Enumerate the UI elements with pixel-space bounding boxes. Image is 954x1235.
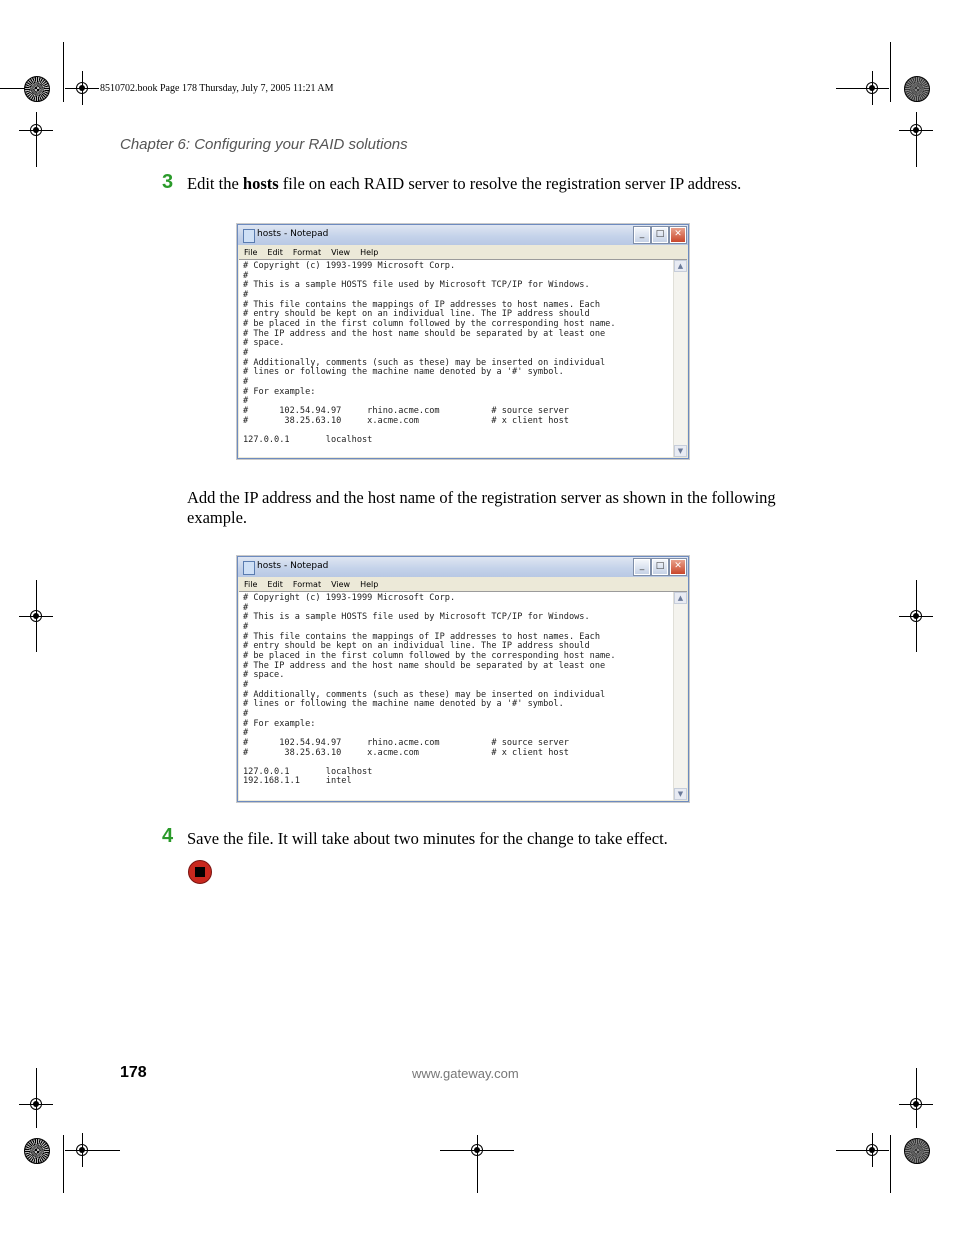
close-button[interactable]: ✕	[670, 559, 686, 575]
registration-starburst-icon	[904, 1138, 930, 1164]
menu-edit[interactable]: Edit	[267, 247, 283, 257]
registration-crosshair-icon	[27, 607, 45, 625]
minimize-button[interactable]: _	[634, 559, 650, 575]
chapter-title: Chapter 6: Configuring your RAID solutions	[120, 136, 408, 153]
text-area[interactable]	[239, 591, 687, 800]
step-number-4	[162, 825, 173, 848]
footer-url: www.gateway.com	[412, 1066, 519, 1081]
registration-crosshair-icon	[907, 1095, 925, 1113]
minimize-button[interactable]: _	[634, 227, 650, 243]
menu-view[interactable]: View	[331, 579, 351, 589]
menu-file[interactable]: File	[244, 579, 258, 589]
hosts-filename: hosts	[242, 174, 279, 193]
text-area[interactable]	[239, 259, 687, 457]
step-number: 3	[162, 171, 174, 193]
menu-edit[interactable]: Edit	[267, 579, 283, 589]
menu-help[interactable]: Help	[360, 247, 379, 257]
notepad-titlebar	[238, 225, 688, 245]
book-info: 8510702.book Page 178 Thursday, July 7, 2005 11:21 AM	[100, 83, 334, 94]
window-title: hosts - Notepad	[257, 229, 329, 239]
step-3-text: Edit the hosts file on each RAID server to resolve the registration server IP address.	[187, 174, 742, 193]
step-number: 4	[162, 825, 174, 847]
notepad-icon	[243, 229, 255, 243]
registration-crosshair-icon	[907, 607, 925, 625]
menu-format[interactable]: Format	[292, 247, 322, 257]
notepad-icon	[243, 561, 255, 575]
menu-file[interactable]: File	[244, 247, 258, 257]
maximize-button[interactable]: □	[652, 227, 668, 243]
stop-icon	[188, 860, 212, 884]
scroll-down-icon[interactable]: ▼	[674, 788, 687, 800]
page-number: 178	[120, 1064, 147, 1081]
menu-view[interactable]: View	[331, 247, 351, 257]
vertical-scrollbar[interactable]	[673, 260, 687, 457]
menu-help[interactable]: Help	[360, 579, 379, 589]
step-number-3	[162, 171, 173, 194]
hosts-file-content[interactable]: # Copyright (c) 1993-1999 Microsoft Corp. # # This is a sample HOSTS file used by Microsoft TCP/IP for Windows. # # This file contains the mappings of IP addresses to host names. Each # entry should be kept on an individual line. The IP address should # be placed in the first column followed by the corresponding host name. # The IP address and the host name should be separated by at least one # space. # # Additionally, comments (such as these) may be inserted on individual # lines or following the machine name denoted by a '#' symbol. # # For example: # # 102.54.94.97 rhino.acme.com # source server # 38.25.63.10 x.acme.com # x client host 127.0.0.1 localhost 192.168.1.1 intel	[243, 593, 616, 787]
scroll-down-icon[interactable]: ▼	[674, 445, 687, 457]
registration-crosshair-icon	[73, 79, 91, 97]
step-4-text: Save the file. It will take about two minutes for the change to take effect.	[187, 829, 668, 848]
registration-crosshair-icon	[468, 1141, 486, 1159]
instruction-paragraph: Add the IP address and the host name of the registration server as shown in the following example.	[187, 488, 776, 527]
vertical-scrollbar[interactable]	[673, 592, 687, 800]
maximize-button[interactable]: □	[652, 559, 668, 575]
hosts-file-content[interactable]: # Copyright (c) 1993-1999 Microsoft Corp. # # This is a sample HOSTS file used by Microsoft TCP/IP for Windows. # # This file contains the mappings of IP addresses to host names. Each # entry should be kept on an individual line. The IP address should # be placed in the first column followed by the corresponding host name. # The IP address and the host name should be separated by at least one # space. # # Additionally, comments (such as these) may be inserted on individual # lines or following the machine name denoted by a '#' symbol. # # For example: # # 102.54.94.97 rhino.acme.com # source server # 38.25.63.10 x.acme.com # x client host 127.0.0.1 localhost	[243, 261, 616, 445]
window-title: hosts - Notepad	[257, 561, 329, 571]
notepad-window-2	[237, 556, 689, 802]
menu-format[interactable]: Format	[292, 579, 322, 589]
close-button[interactable]: ✕	[670, 227, 686, 243]
notepad-window-1	[237, 224, 689, 459]
menu-bar	[238, 577, 688, 591]
registration-starburst-icon	[24, 1138, 50, 1164]
scroll-up-icon[interactable]: ▲	[674, 592, 687, 604]
menu-bar	[238, 245, 688, 259]
notepad-titlebar	[238, 557, 688, 577]
registration-starburst-icon	[24, 76, 50, 102]
registration-starburst-icon	[904, 76, 930, 102]
scroll-up-icon[interactable]: ▲	[674, 260, 687, 272]
registration-crosshair-icon	[27, 1095, 45, 1113]
